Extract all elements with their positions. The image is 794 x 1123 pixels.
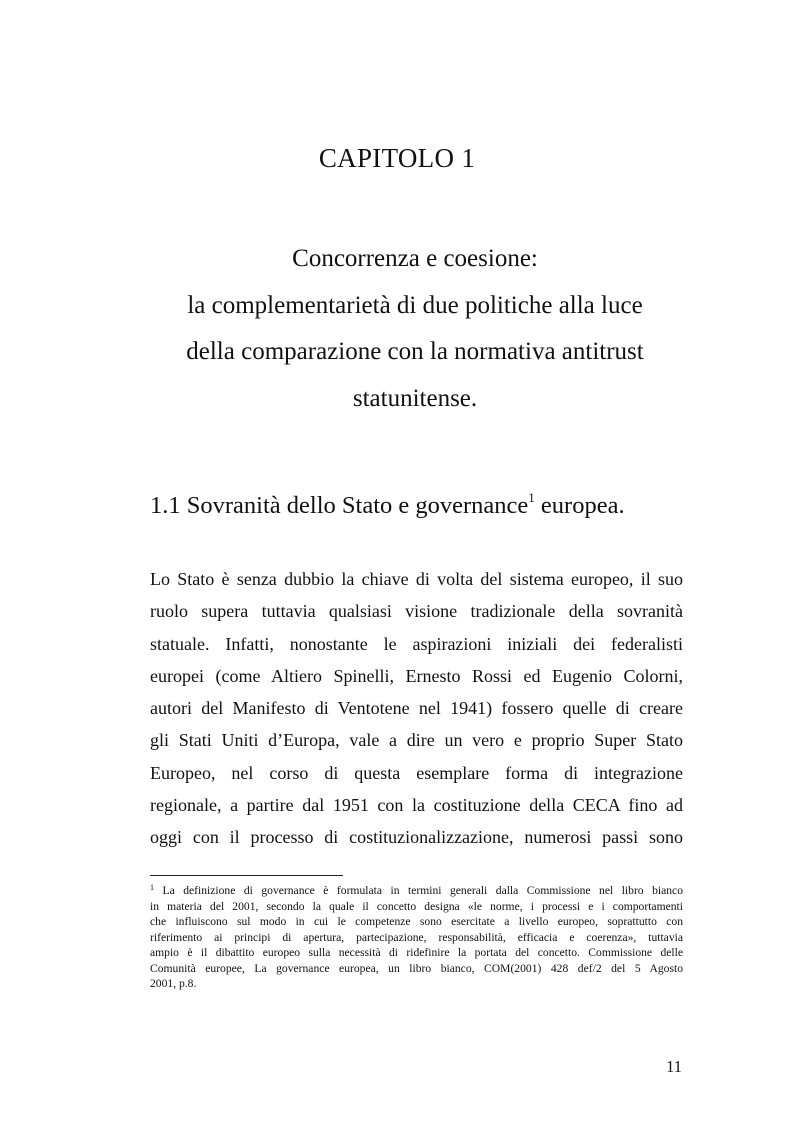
subtitle-line: statunitense. — [352, 384, 478, 412]
page-number: 11 — [666, 1057, 682, 1076]
subtitle-line: Concorrenza e coesione: — [292, 245, 538, 272]
paragraph-line: autori del Manifesto di Ventotene nel 1941) fossero quelle di creare — [150, 698, 683, 719]
footnote-line: riferimento ai principi di apertura, partecipazione, responsabilità, efficacia e coerenza», tuttavia — [150, 930, 683, 944]
section-heading — [150, 492, 625, 520]
footnote-first-line-text: La definizione di governance è formulata in termini generali dalla Commissione nel libro bianco — [154, 884, 683, 897]
section-heading-text: 1.1 Sovranità dello Stato e governance — [150, 492, 529, 519]
footnote-line: ampio è il dibattito europeo sulla necessità di ridefinire la portata del concetto. Commissione delle — [150, 946, 683, 959]
footnote-separator — [150, 875, 343, 876]
chapter-title: CAPITOLO 1 — [318, 143, 476, 173]
footnote-reference[interactable]: 1 — [528, 490, 535, 505]
footnote-marker: 1 — [150, 883, 154, 892]
footnote-line: 2001, p.8. — [150, 977, 197, 990]
paragraph-line: gli Stati Uniti d’Europa, vale a dire un vero e proprio Super Stato — [150, 730, 683, 751]
paragraph-line: statuale. Infatti, nonostante le aspirazioni iniziali dei federalisti — [150, 633, 683, 654]
body-paragraph — [150, 567, 683, 858]
footnote-line: Comunità europee, La governance europea, un libro bianco, COM(2001) 428 def/2 del 5 Agosto — [150, 961, 683, 975]
paragraph-line: Lo Stato è senza dubbio la chiave di volta del sistema europeo, il suo — [150, 569, 683, 589]
paragraph-line: Europeo, nel corso di questa esemplare forma di integrazione — [150, 762, 683, 783]
paragraph-line: europei (come Altiero Spinelli, Ernesto Rossi ed Eugenio Colorni, — [150, 665, 683, 686]
paragraph-line: regionale, a partire dal 1951 con la costituzione della CECA fino ad — [150, 795, 683, 816]
paragraph-line: oggi con il processo di costituzionalizzazione, numerosi passi sono — [150, 827, 683, 848]
footnote — [150, 883, 683, 992]
section-heading-end: europea. — [534, 492, 625, 519]
footnote-line — [150, 883, 683, 899]
paragraph-line: ruolo supera tuttavia qualsiasi visione tradizionale della sovranità — [150, 601, 683, 622]
subtitle-line: della comparazione con la normativa antitrust — [186, 338, 644, 365]
subtitle-line: la complementarietà di due politiche alla luce — [187, 291, 643, 319]
footnote-line: che influiscono sul modo in cui le competenze sono esercitate a livello europeo, soprattutto con — [150, 915, 683, 928]
footnote-line: in materia del 2001, secondo la quale il concetto designa «le norme, i processi e i comportamenti — [150, 899, 683, 913]
chapter-subtitle — [130, 236, 700, 422]
